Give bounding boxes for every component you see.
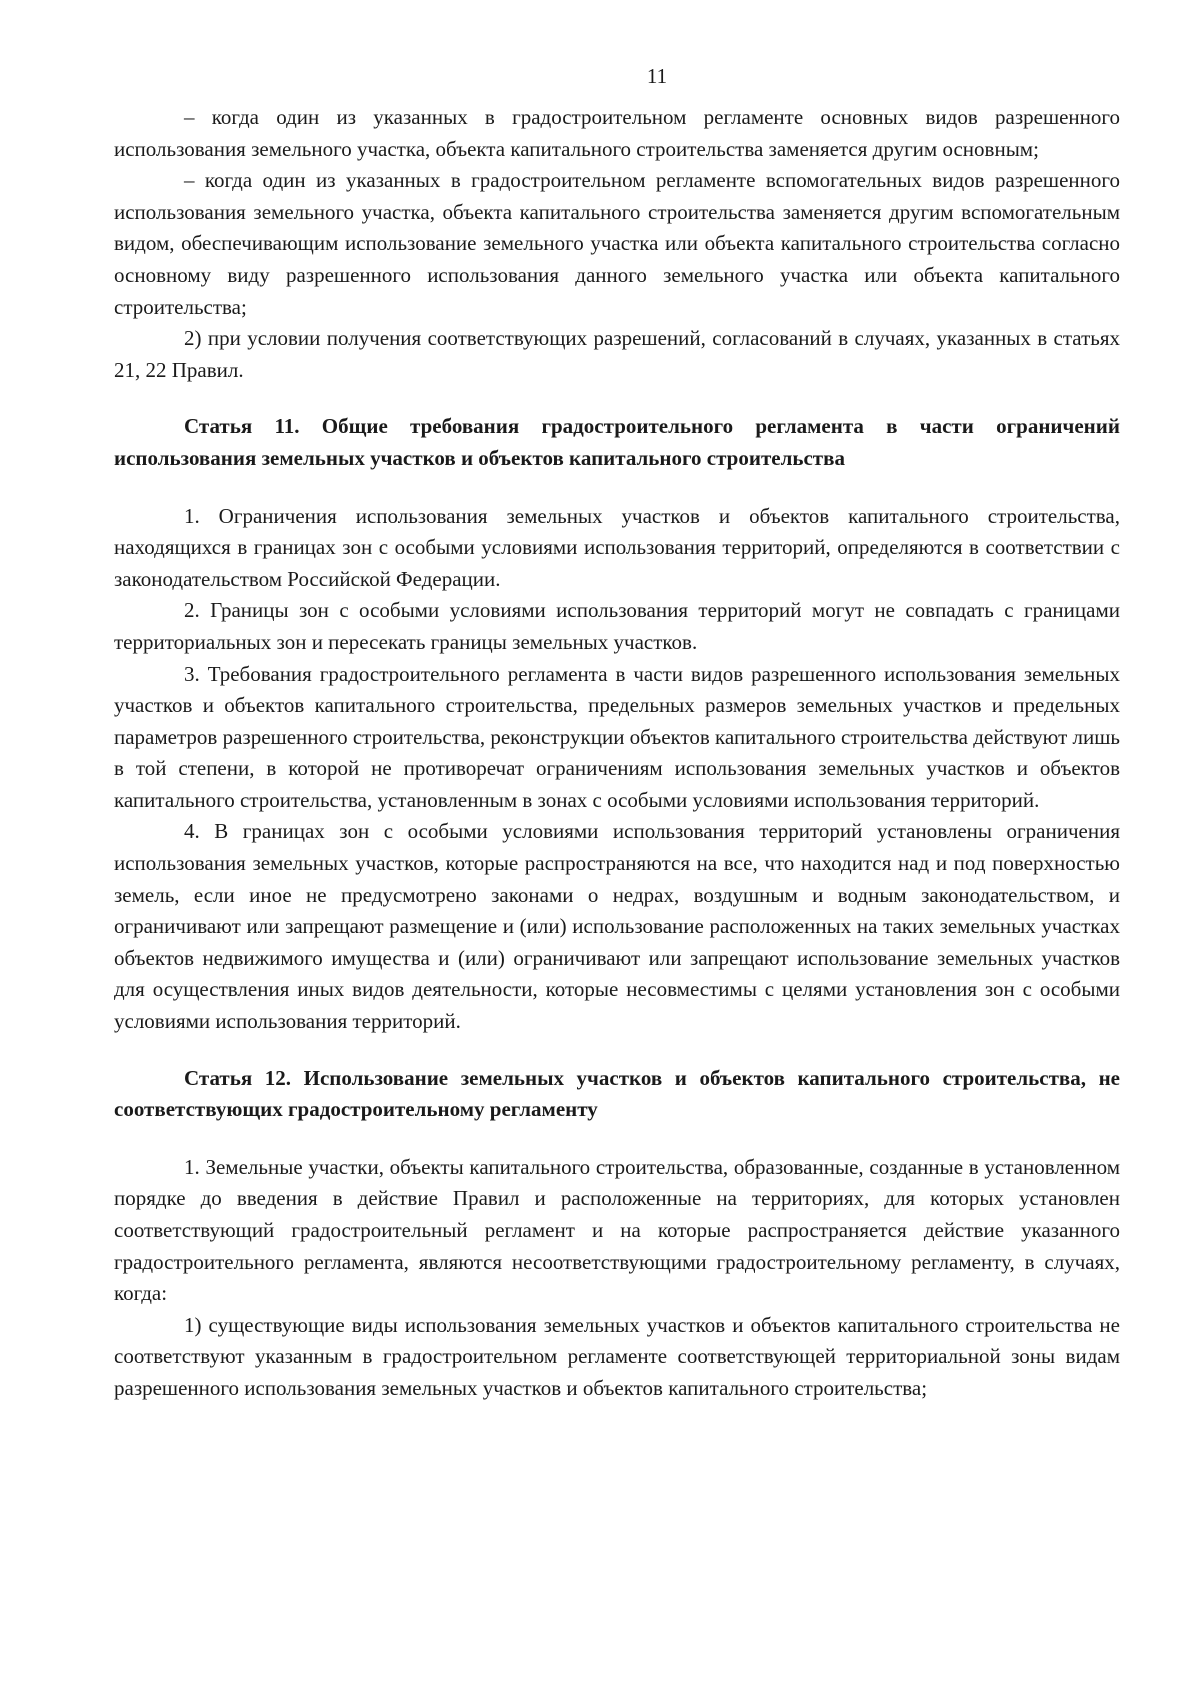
article-12-paragraph-1-item-1: 1) существующие виды использования земельных участков и объектов капитального строительства не соответствуют указанным в градостроительном регламенте соответствующей территориальной зоны видам разрешенного использования земельных участков и объектов капитального строительства;: [114, 1312, 1120, 1400]
article-11-heading: Статья 11. Общие требования градостроительного регламента в части ограничений использования земельных участков и объектов капитального строительства: [114, 414, 1120, 470]
paragraph-auxiliary-type-replacement: – когда один из указанных в градостроительном регламенте вспомогательных видов разрешенного использования земельного участка, объекта капитального строительства заменяется другим вспомогательным видом, обеспечивающим использование земельного участка или объекта капитального строительства согласно основному виду разрешенного использования данного земельного участка или объекта капитального строительства;: [114, 168, 1120, 319]
article-11-paragraph-3: 3. Требования градостроительного регламента в части видов разрешенного использования земельных участков и объектов капитального строительства, предельных размеров земельных участков и предельных параметров разрешенного строительства, реконструкции объектов капитального строительства действуют лишь в той степени, в которой не противоречат ограничениям использования земельных участков и объектов капитального строительства, установленным в зонах с особыми условиями использования территорий.: [114, 661, 1120, 812]
page-number: 11: [646, 64, 668, 88]
paragraph-main-type-replacement: – когда один из указанных в градостроительном регламенте основных видов разрешенного использования земельного участка, объекта капитального строительства заменяется другим основным;: [114, 105, 1120, 161]
article-11-paragraph-2: 2. Границы зон с особыми условиями использования территорий могут не совпадать с границами территориальных зон и пересекать границы земельных участков.: [114, 598, 1120, 654]
article-11-paragraph-4: 4. В границах зон с особыми условиями использования территорий установлены ограничения использования земельных участков, которые распространяются на все, что находится над и под поверхностью земель, если иное не предусмотрено законами о недрах, воздушным и водным законодательством, и ограничивают или запрещают размещение и (или) использование расположенных на таких земельных участках объектов недвижимого имущества и (или) ограничивают или запрещают использование земельных участков для осуществления иных видов деятельности, которые несовместимы с целями установления зон с особыми условиями использования территорий.: [114, 819, 1120, 1034]
article-12-paragraph-1: 1. Земельные участки, объекты капитального строительства, образованные, созданные в установленном порядке до введения в действие Правил и расположенные на территориях, для которых установлен соответствующий градостроительный регламент и на которые распространяется действие указанного градостроительного регламента, являются несоответствующими градостроительному регламенту, в случаях, когда:: [114, 1154, 1120, 1306]
paragraph-permits-condition: 2) при условии получения соответствующих разрешений, согласований в случаях, указанных в статьях 21, 22 Правил.: [114, 326, 1120, 382]
article-11-paragraph-1: 1. Ограничения использования земельных участков и объектов капитального строительства, находящихся в границах зон с особыми условиями использования территорий, определяются в соответствии с законодательством Российской Федерации.: [114, 503, 1120, 591]
article-12-heading: Статья 12. Использование земельных участков и объектов капитального строительства, не соответствующих градостроительному регламенту: [114, 1065, 1120, 1122]
